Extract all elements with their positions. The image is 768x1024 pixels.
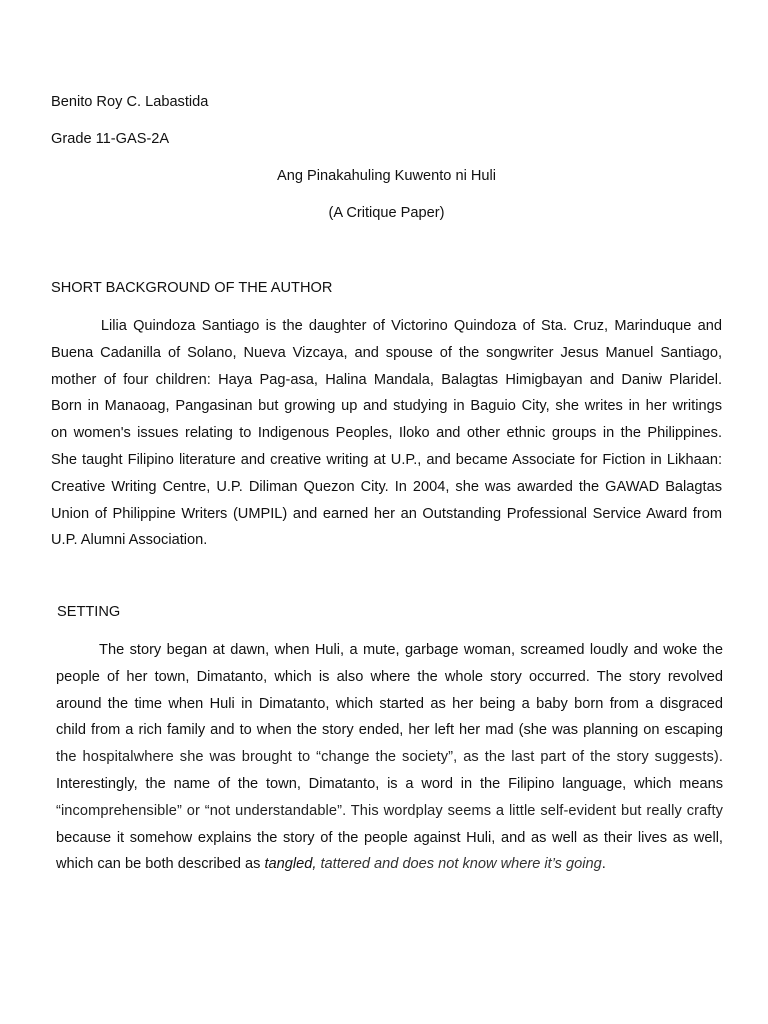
paragraph-line: child from a rich family and to when the story ended, her left her mad (she was planning on escaping [56, 722, 723, 739]
paper-title: Ang Pinakahuling Kuwento ni Huli [276, 168, 497, 184]
paragraph-last-line [56, 851, 723, 878]
paragraph-line: because it somehow explains the story of the people against Huli, and as well as their lives as well, [56, 829, 723, 846]
paragraph-line: people of her town, Dimatanto, which is also where the whole story occurred. The story revolved [56, 668, 723, 685]
italic-tangled: tangled, [264, 856, 317, 873]
paragraph-line: the hospitalwhere she was brought to “change the society”, as the last part of the story suggests). [56, 749, 723, 766]
paragraph-line: Born in Manaoag, Pangasinan but growing up and studying in Baguio City, she writes in her writings [51, 398, 722, 415]
grade-section: Grade 11-GAS-2A [51, 131, 170, 147]
paragraph-line: on women's issues relating to Indigenous Peoples, Iloko and other ethnic groups in the Philippines. [51, 425, 722, 442]
last-line-suffix: . [601, 856, 606, 873]
section-heading-setting: SETTING [57, 604, 121, 620]
paragraph-line: Interestingly, the name of the town, Dimatanto, is a word in the Filipino language, which means [56, 775, 723, 792]
author-name: Benito Roy C. Labastida [51, 94, 209, 110]
paragraph-line: U.P. Alumni Association. [51, 532, 208, 549]
paragraph-line: Creative Writing Centre, U.P. Diliman Quezon City. In 2004, she was awarded the GAWAD Balagtas [51, 478, 722, 495]
last-line-prefix: which can be both described as [56, 856, 265, 873]
section-heading-background: SHORT BACKGROUND OF THE AUTHOR [51, 280, 333, 296]
paragraph-line: She taught Filipino literature and creative writing at U.P., and became Associate for Fiction in Likhaan: [51, 451, 722, 468]
paragraph-line: Buena Cadanilla of Solano, Nueva Vizcaya, and spouse of the songwriter Jesus Manuel Santiago, [51, 344, 722, 361]
paragraph-line: Lilia Quindoza Santiago is the daughter of Victorino Quindoza of Sta. Cruz, Marinduque and [51, 318, 722, 334]
paragraph-line: “incomprehensible” or “not understandable”. This wordplay seems a little self-evident but really crafty [56, 802, 723, 819]
paragraph-line: around the time when Huli in Dimatanto, which started as her being a baby born from a disgraced [56, 695, 723, 712]
background-paragraph [51, 313, 722, 554]
paragraph-line: Union of Philippine Writers (UMPIL) and earned her an Outstanding Professional Service Award from [51, 505, 722, 522]
paper-subtitle: (A Critique Paper) [328, 205, 445, 221]
paragraph-line: The story began at dawn, when Huli, a mute, garbage woman, screamed loudly and woke the [56, 642, 723, 658]
setting-paragraph [56, 637, 723, 878]
paragraph-line: mother of four children: Haya Pag-asa, Halina Mandala, Balagtas Himigbayan and Daniw Plaridel. [51, 371, 722, 388]
italic-tattered: tattered and does not know where it’s going [316, 856, 602, 873]
